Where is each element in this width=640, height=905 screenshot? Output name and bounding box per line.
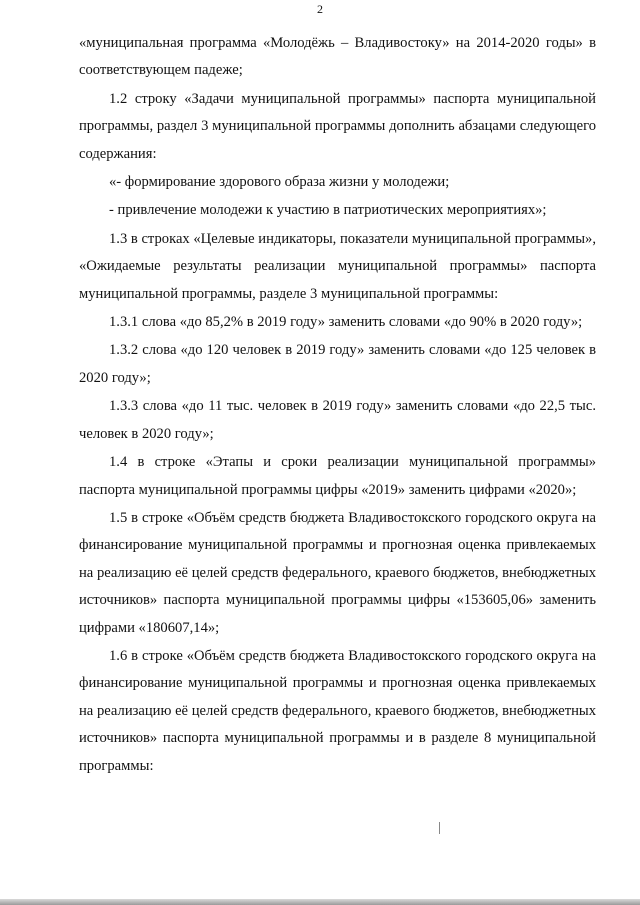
page-number: 2 xyxy=(317,2,323,16)
paragraph-bullet-1: «- формирование здорового образа жизни у молодежи; xyxy=(109,174,450,191)
paragraph-1-4: 1.4 в строке «Этапы и сроки реализации муниципальной программы» паспорта муниципальной программы цифры «2019» заменить цифрами «2020»; xyxy=(79,454,596,498)
paragraph-1-3-1: 1.3.1 слова «до 85,2% в 2019 году» заменить словами «до 90% в 2020 году»; xyxy=(109,314,583,331)
paragraph-1-3-2: 1.3.2 слова «до 120 человек в 2019 году» заменить словами «до 125 человек в 2020 году»; xyxy=(79,342,596,386)
paragraph-1-3: 1.3 в строках «Целевые индикаторы, показатели муниципальной программы», «Ожидаемые результаты реализации муниципальной программы» паспорта муниципальной программы, разделе 3 муниципальной программы: xyxy=(79,230,596,302)
paragraph-1: «муниципальная программа «Молодёжь – Владивостоку» на 2014-2020 годы» в соответствующем падеже; xyxy=(79,35,596,79)
scan-edge-strip xyxy=(0,899,640,905)
paragraph-bullet-2: - привлечение молодежи к участию в патриотических мероприятиях»; xyxy=(109,202,547,219)
paragraph-1-2: 1.2 строку «Задачи муниципальной программы» паспорта муниципальной программы, раздел 3 муниципальной программы дополнить абзацами следующего содержания: xyxy=(79,90,596,162)
paragraph-1-6: 1.6 в строке «Объём средств бюджета Владивостокского городского округа на финансирование муниципальной программы и прогнозная оценка привлекаемых на реализацию её целей средств федерального, краевого бюджетов, внебюджетных источников» паспорта муниципальной программы и в разделе 8 муниципальной программы: xyxy=(79,647,596,774)
paragraph-1-3-3: 1.3.3 слова «до 11 тыс. человек в 2019 году» заменить словами «до 22,5 тыс. человек в 2020 году»; xyxy=(79,398,596,442)
document-body xyxy=(79,30,596,780)
paragraph-1-5: 1.5 в строке «Объём средств бюджета Владивостокского городского округа на финансирование муниципальной программы и прогнозная оценка привлекаемых на реализацию её целей средств федерального, краевого бюджетов, внебюджетных источников» паспорта муниципальной программы цифры «153605,06» заменить цифрами «180607,14»; xyxy=(79,509,596,636)
scan-artifact xyxy=(439,822,440,834)
